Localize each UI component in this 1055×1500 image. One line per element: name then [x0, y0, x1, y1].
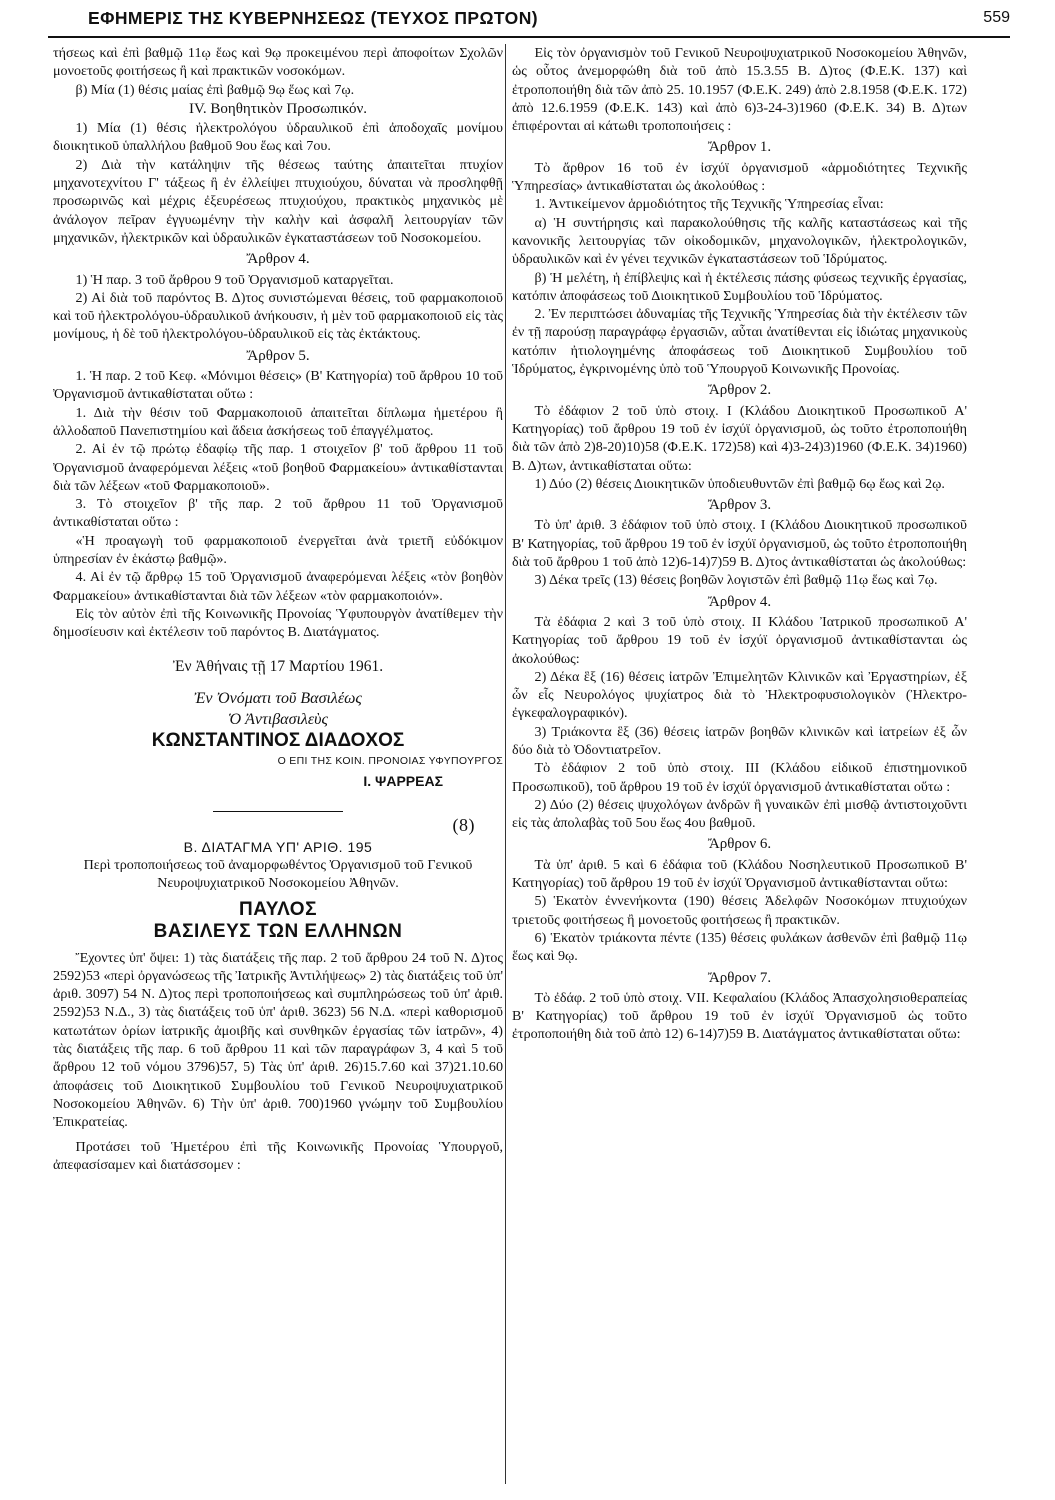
- decree-sequence-number: (8): [452, 814, 475, 835]
- minister-title: Ο ΕΠΙ ΤΗΣ ΚΟΙΝ. ΠΡΟΝΟΙΑΣ ΥΦΥΠΟΥΡΓΟΣ: [277, 755, 503, 768]
- paragraph: Τὸ ἄρθρον 16 τοῦ ἐν ἰσχύϊ ὀργανισμοῦ «ἁρμοδιότητες Τεχνικῆς Ὑπηρεσίας» ἀντικαθίσταται ὡς ἀκολούθως :: [512, 159, 967, 195]
- paragraph: 2. Ἐν περιπτώσει ἀδυναμίας τῆς Τεχνικῆς Ὑπηρεσίας διὰ τὴν ἐκτέλεσιν τῶν ἐν τῇ παρούσῃ παραγράφῳ ἐργασιῶν, αὗται ἀνατίθενται εἰς ἰδιώτας μηχανικοὺς κατόπιν ἠτιολογημένης ἀποφάσεως τοῦ Διοικητικοῦ Συμβουλίου τοῦ Ἱδρύματος, ἐγκρινομένης ὑπὸ τοῦ Ὑπουργοῦ Κοινωνικῆς Προνοίας.: [512, 306, 967, 378]
- paragraph: 2) Διὰ τὴν κατάληψιν τῆς θέσεως ταύτης ἀπαιτεῖται πτυχίον μηχανοτεχνίτου Γ' τάξεως ἢ ἐν ἐλλείψει πτυχιούχου, δύναται νὰ προσληφθῇ προσωρινῶς καὶ μέχρις ἐξευρέσεως πτυχιούχου, πρακτικὸς μηχανικὸς μὲ ἀνάλογον πεῖραν ἐγγυωμένην τὴν καλὴν καὶ ἀσφαλῆ λειτουργίαν τῶν μηχανικῶν, ἠλεκτρικῶν καὶ ὑδραυλικῶν ἐγκαταστάσεων τοῦ Νοσοκομείου.: [53, 156, 503, 246]
- paragraph: 4. Αἱ ἐν τῷ ἄρθρῳ 15 τοῦ Ὀργανισμοῦ ἀναφερόμεναι λέξεις «τὸν βοηθὸν Φαρμακείου» ἀντικαθίστανται διὰ τῶν λέξεων «τὸν φαρμακοποιόν».: [53, 569, 503, 604]
- decree-title: Β. ΔΙΑΤΑΓΜΑ ΥΠ' ΑΡΙΘ. 195: [183, 838, 373, 855]
- paragraph: 3) Δέκα τρεῖς (13) θέσεις βοηθῶν λογιστῶν ἐπὶ βαθμῷ 11ῳ ἕως καὶ 7ῳ.: [534, 572, 938, 589]
- paragraph: 6) Ἑκατὸν τριάκοντα πέντε (135) θέσεις φυλάκων ἀσθενῶν ἐπὶ βαθμῷ 11ῳ ἕως καὶ 9ῳ.: [512, 929, 967, 965]
- paragraph: 1. Ἀντικείμενον ἁρμοδιότητος τῆς Τεχνικῆς Ὑπηρεσίας εἶναι:: [534, 196, 884, 213]
- paragraph: Τὰ ἐδάφια 2 καὶ 3 τοῦ ὑπὸ στοιχ. II Κλάδου Ἰατρικοῦ προσωπικοῦ Α' Κατηγορίας τοῦ ἄρθρου 19 τοῦ ἐν ἰσχύϊ ὀργανισμοῦ ἀντικαθίστανται ὡς ἀκολούθως:: [512, 613, 967, 667]
- separator-rule: [213, 811, 343, 812]
- page-header: [48, 6, 1010, 38]
- paragraph: 1. Ἡ παρ. 2 τοῦ Κεφ. «Μόνιμοι θέσεις» (Β' Κατηγορία) τοῦ ἄρθρου 10 τοῦ Ὀργανισμοῦ ἀντικαθίσταται οὕτω :: [53, 368, 503, 403]
- paragraph: 5) Ἑκατὸν ἐννενήκοντα (190) θέσεις Ἀδελφῶν Νοσοκόμων πτυχιούχων τριετοῦς φοιτήσεως ἢ μονοετοῦς φοιτήσεως ἢ πρακτικῶν.: [512, 893, 967, 928]
- page-number: 559: [983, 9, 1010, 26]
- paragraph: 1) Δύο (2) θέσεις Διοικητικῶν ὑποδιευθυντῶν ἐπὶ βαθμῷ 6ῳ ἕως καὶ 2ῳ.: [534, 475, 945, 492]
- paragraph: Τὸ ἐδάφιον 2 τοῦ ὑπὸ στοιχ. III (Κλάδου εἰδικοῦ ἐπιστημονικοῦ Προσωπικοῦ), τοῦ ἄρθρου 19 τοῦ ἐν ἰσχύϊ ὀργανισμοῦ ἀντικαθίσταται οὕτω :: [512, 760, 967, 795]
- paragraph: 1. Διὰ τὴν θέσιν τοῦ Φαρμακοποιοῦ ἀπαιτεῖται δίπλωμα ἡμετέρου ἢ ἀλλοδαποῦ Πανεπιστημίου καὶ ἄδεια ἀσκήσεως τοῦ ἐπαγγέλματος.: [53, 404, 503, 439]
- paragraph: Τὸ ἐδάφιον 2 τοῦ ὑπὸ στοιχ. I (Κλάδου Διοικητικοῦ Προσωπικοῦ Α' Κατηγορίας) τοῦ ἄρθρου 19 τοῦ ἐν ἰσχύϊ ὀργανισμοῦ, ὡς τοῦτο ἐτροποποιήθη διὰ τῶν ἀπὸ 2)8-20)10)58 (Φ.Ε.Κ. 172)58) καὶ 4)3-24)3)1960 (Φ.Ε.Κ. 34)1960) Β. Δ)των, ἀντικαθίσταται οὕτω:: [512, 402, 967, 474]
- paragraph: 1) Μία (1) θέσις ἠλεκτρολόγου ὑδραυλικοῦ ἐπὶ ἀποδοχαῖς μονίμου διοικητικοῦ ὑπαλλήλου βαθμοῦ 9ου ἕως καὶ 7ου.: [53, 120, 503, 155]
- paragraph: Ἔχοντες ὑπ' ὄψει: 1) τὰς διατάξεις τῆς παρ. 2 τοῦ ἄρθρου 24 τοῦ Ν. Δ)τος 2592)53 «περὶ ὀργανώσεως τῆς Ἰατρικῆς Ἀντιλήψεως» 2) τὰς διατάξεις τοῦ ὑπ' ἀριθ. 3097) 54 Ν. Δ)τος περὶ τροποποιήσεως καὶ συμπληρώσεως τοῦ ὑπ' ἀριθ. 2592)53 Ν.Δ., 3) τὰς διατάξεις τοῦ ὑπ' ἀριθ. 3623) 56 Ν.Δ. «περὶ καθορισμοῦ κατωτάτων ὁρίων ἰατρικῆς ἀμοιβῆς καὶ συνθηκῶν ἐργασίας τῶν ἰατρῶν», 4) τὰς διατάξεις τῆς παρ. 6 τοῦ ἄρθρου 11 καὶ τῶν παραγράφων 3, 4 καὶ 5 τοῦ ἄρθρου 12 τοῦ νόμου 3796)57, 5) Τὰς ὑπ' ἀριθ. 26)15.7.60 καὶ 37)21.10.60 ἀποφάσεις τοῦ Διοικητικοῦ Συμβουλίου τοῦ Γενικοῦ Νευροψυχιατρικοῦ Νοσοκομείου Ἀθηνῶν. 6) Τὴν ὑπ' ἀριθ. 700)1960 γνώμην τοῦ Συμβουλίου Ἐπικρατείας.: [53, 949, 503, 1131]
- paragraph: 3. Τὸ στοιχεῖον β' τῆς παρ. 2 τοῦ ἄρθρου 11 τοῦ Ὀργανισμοῦ ἀντικαθίσταται οὕτω :: [53, 496, 503, 531]
- paragraph: Τὸ ἐδάφ. 2 τοῦ ὑπὸ στοιχ. VII. Κεφαλαίου (Κλάδος Ἀπασχολησιοθεραπείας Β' Κατηγορίας) τοῦ ἄρθρου 19 τοῦ ἐν ἰσχύϊ Ὀργανισμοῦ ὡς τοῦτο ἐτροποποιήθη διὰ τοῦ ἀπὸ 12) 6-14)7)59 Β. Διατάγματος ἀντικαθίσταται οὕτω:: [512, 989, 967, 1043]
- paragraph: β) Ἡ μελέτη, ἡ ἐπίβλεψις καὶ ἡ ἐκτέλεσις πάσης φύσεως τεχνικῆς ἐργασίας, κατόπιν ἀποφάσεως τοῦ Διοικητικοῦ Συμβουλίου τοῦ Ἱδρύματος.: [512, 269, 967, 304]
- article-heading: Ἄρθρον 6.: [707, 836, 772, 853]
- paragraph: 1) Ἡ παρ. 3 τοῦ ἄρθρου 9 τοῦ Ὀργανισμοῦ καταργεῖται.: [75, 271, 394, 288]
- king-name: ΠΑΥΛΟΣ: [238, 898, 317, 920]
- paragraph: 3) Τριάκοντα ἓξ (36) θέσεις ἰατρῶν βοηθῶν κλινικῶν καὶ ἰατρείων ἐξ ὧν δύο διὰ τὸ Ὀδοντιατρεῖον.: [512, 723, 967, 758]
- article-heading: Ἄρθρον 1.: [707, 139, 772, 156]
- dateline: Ἐν Ἀθήναις τῇ 17 Μαρτίου 1961.: [172, 657, 384, 675]
- article-heading: Ἄρθρον 3.: [707, 497, 772, 514]
- paragraph: «Ἡ προαγωγὴ τοῦ φαρμακοποιοῦ ἐνεργεῖται ἀνὰ τριετῆ εὐδόκιμον ὑπηρεσίαν ἐν ἑκάστῳ βαθμῷ».: [53, 532, 503, 568]
- paragraph: β) Μία (1) θέσις μαίας ἐπὶ βαθμῷ 9ῳ ἕως καὶ 7ῳ.: [75, 81, 355, 98]
- paragraph: Εἰς τὸν αὐτὸν ἐπὶ τῆς Κοινωνικῆς Προνοίας Ὑφυπουργὸν ἀνατίθεμεν τὴν δημοσίευσιν καὶ ἐκτέλεσιν τοῦ παρόντος Β. Διατάγματος.: [53, 605, 503, 641]
- article-heading: Ἄρθρον 5.: [246, 347, 310, 364]
- paragraph: 2. Αἱ ἐν τῷ πρώτῳ ἐδαφίῳ τῆς παρ. 1 στοιχεῖον β' τοῦ ἄρθρου 11 τοῦ Ὀργανισμοῦ ἀναφερόμεναι λέξεις «τοῦ βοηθοῦ Φαρμακείου» ἀντικαθίστανται διὰ τῶν λέξεων «τοῦ Φαρμακοποιοῦ».: [53, 441, 503, 494]
- in-the-name-line: Ἐν Ὀνόματι τοῦ Βασιλέως: [194, 689, 362, 707]
- paragraph: 2) Δύο (2) θέσεις ψυχολόγων ἀνδρῶν ἢ γυναικῶν ἐπὶ μισθῷ ἀντιστοιχοῦντι εἰς τὰς ἀπολαβὰς τοῦ 5ου ἕως 4ου βαθμοῦ.: [512, 796, 967, 832]
- paragraph: α) Ἡ συντήρησις καὶ παρακολούθησις τῆς καλῆς καταστάσεως καὶ τῆς κανονικῆς λειτουργίας τῶν οἰκοδομικῶν, μηχανολογικῶν, ἠλεκτρολογικῶν, ὑδραυλικῶν καὶ ἐν γένει τεχνικῶν ἐγκαταστάσεων τοῦ Ἱδρύματος.: [512, 214, 967, 268]
- article-heading: Ἄρθρον 4.: [246, 251, 310, 268]
- left-column: [53, 44, 503, 1174]
- decree-heading: [53, 814, 503, 856]
- paragraph: Προτάσει τοῦ Ἡμετέρου ἐπὶ τῆς Κοινωνικῆς Προνοίας Ὑπουργοῦ, ἀπεφασίσαμεν καὶ διατάσσομεν :: [53, 1138, 503, 1173]
- paragraph: τήσεως καὶ ἐπὶ βαθμῷ 11ῳ ἕως καὶ 9ῳ προκειμένου περὶ ἀποφοίτων Σχολῶν μονοετοῦς φοιτήσεως ἢ καὶ πρακτικῶν νοσοκόμων.: [53, 45, 503, 80]
- decree-subject: Περὶ τροποποιήσεως τοῦ ἀναμορφωθέντος Ὀργανισμοῦ τοῦ Γενικοῦ Νευροψυχιατρικοῦ Νοσοκομείου Ἀθηνῶν.: [83, 856, 473, 892]
- paragraph: Τὰ ὑπ' ἀριθ. 5 καὶ 6 ἐδάφια τοῦ (Κλάδου Νοσηλευτικοῦ Προσωπικοῦ Β' Κατηγορίας) τοῦ ἄρθρου 19 τοῦ ἐν ἰσχύϊ Ὀργανισμοῦ ἀντικαθίστανται οὕτω:: [512, 856, 967, 892]
- paragraph: Τὸ ὑπ' ἀριθ. 3 ἐδάφιον τοῦ ὑπὸ στοιχ. I (Κλάδου Διοικητικοῦ προσωπικοῦ Β' Κατηγορίας, τοῦ ἄρθρου 19 τοῦ ἐν ἰσχύϊ ὀργανισμοῦ, ὡς τοῦτο ἐτροποποιήθη διὰ τοῦ ἄρθρου 1 τοῦ ἀπὸ 12)6-14)7)59 Β. Δ)τος ἀντικαθίσταται ὡς ἀκολούθως:: [512, 517, 967, 571]
- paragraph: Εἰς τὸν ὀργανισμὸν τοῦ Γενικοῦ Νευροψυχιατρικοῦ Νοσοκομείου Ἀθηνῶν, ὡς οὗτος ἀνεμορφώθη διὰ τοῦ ἀπὸ 15.3.55 Β. Δ)τος (Φ.Ε.Κ. 137) καὶ ἐτροποποιήθη διὰ τῶν ἀπὸ 25. 10.1957 (Φ.Ε.Κ. 249) ἀπὸ 2.8.1958 (Φ.Ε.Κ. 172) ἀπὸ 12.6.1959 (Φ.Ε.Κ. 143) καὶ ἀπὸ 6)3-24-3)1960 (Φ.Ε.Κ. 34) Β. Δ)των ἐπιφέρονται αἱ κάτωθι τροποποιήσεις :: [512, 45, 967, 135]
- right-column: [512, 44, 967, 1044]
- paragraph: 2) Δέκα ἓξ (16) θέσεις ἰατρῶν Ἐπιμελητῶν Κλινικῶν καὶ Ἐργαστηρίων, ἐξ ὧν εἷς Νευρολόγος ψυχίατρος διὰ τὸ Ἠλεκτροφυσιολογικὸν (Ἠλεκτρο-ἐγκεφαλογραφικόν).: [512, 668, 967, 722]
- article-heading: Ἄρθρον 4.: [707, 593, 772, 610]
- article-heading: Ἄρθρον 2.: [707, 382, 772, 399]
- section-heading: IV. Βοηθητικὸν Προσωπικόν.: [188, 100, 368, 117]
- king-title: ΒΑΣΙΛΕΥΣ ΤΩΝ ΕΛΛΗΝΩΝ: [153, 920, 403, 942]
- paragraph: 2) Αἱ διὰ τοῦ παρόντος Β. Δ)τος συνιστώμεναι θέσεις, τοῦ φαρμακοποιοῦ καὶ τοῦ ἠλεκτρολόγου-ὑδραυλικοῦ ἀνήκουσιν, ἡ μὲν τοῦ φαρμακοποιοῦ εἰς τὰς μονίμους, ἡ δὲ τοῦ ἠλεκτρολόγου-ὑδραυλικοῦ εἰς τὰς ἐκτάκτους.: [53, 289, 503, 343]
- minister-name: Ι. ΨΑΡΡΕΑΣ: [363, 773, 443, 790]
- gazette-title: ΕΦΗΜΕΡΙΣ ΤΗΣ ΚΥΒΕΡΝΗΣΕΩΣ (ΤΕΥΧΟΣ ΠΡΩΤΟΝ): [88, 8, 538, 28]
- regent-title: Ὁ Ἀντιβασιλεὺς: [228, 710, 328, 728]
- column-divider: [505, 44, 506, 1484]
- regent-name: ΚΩΝΣΤΑΝΤΙΝΟΣ ΔΙΑΔΟΧΟΣ: [151, 729, 405, 751]
- article-heading: Ἄρθρον 7.: [707, 969, 772, 986]
